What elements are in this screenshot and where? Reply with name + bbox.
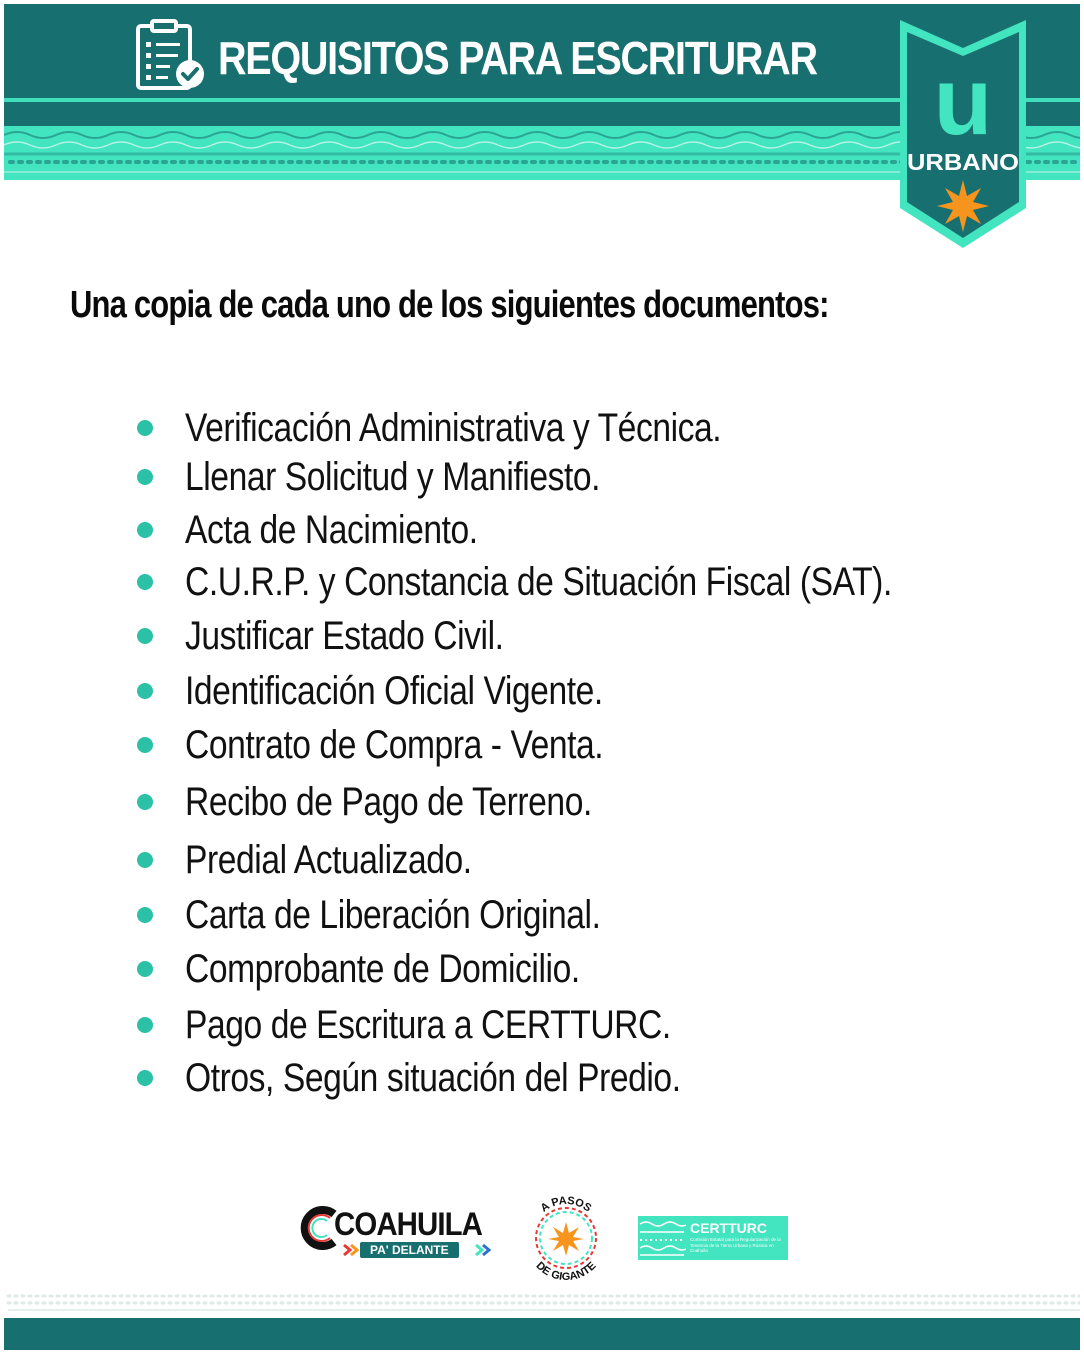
requirement-text: Comprobante de Domicilio. xyxy=(185,947,580,991)
pasos-bottom-text: DE GIGANTE xyxy=(533,1259,599,1280)
badge-label: URBANO xyxy=(907,149,1019,175)
requirement-text: Llenar Solicitud y Manifiesto. xyxy=(185,455,601,499)
bullet-icon xyxy=(137,794,153,810)
bullet-icon xyxy=(137,907,153,923)
certturc-name: CERTTURC xyxy=(690,1220,767,1236)
list-item xyxy=(130,612,1030,660)
list-item xyxy=(130,404,1030,452)
footer-bar xyxy=(4,1318,1080,1350)
list-item xyxy=(130,667,1030,715)
pasos-top-text: A PASOS xyxy=(538,1194,594,1215)
requirement-text: C.U.R.P. y Constancia de Situación Fiscal (SAT). xyxy=(185,560,892,604)
page-title: REQUISITOS PARA ESCRITURAR xyxy=(218,32,817,84)
certturc-description: Comisión Estatal para la Regularización de la Tenencia de la Tierra Urbana y Rústica en Coahuila xyxy=(690,1237,781,1253)
list-item xyxy=(130,453,1030,501)
bullet-icon xyxy=(137,852,153,868)
section-heading: Una copia de cada uno de los siguientes documentos: xyxy=(70,284,829,326)
certturc-pattern-icon xyxy=(638,1216,686,1260)
list-item xyxy=(130,891,1030,939)
clipboard-check-icon xyxy=(132,18,208,94)
requirement-text: Predial Actualizado. xyxy=(185,838,472,882)
requirement-text: Identificación Oficial Vigente. xyxy=(185,669,603,713)
bullet-icon xyxy=(137,469,153,485)
bullet-icon xyxy=(137,420,153,436)
bullet-icon xyxy=(137,1070,153,1086)
coahuila-c-icon xyxy=(298,1206,338,1250)
a-pasos-de-gigante-logo xyxy=(520,1194,612,1280)
list-item xyxy=(130,778,1030,826)
urbano-badge xyxy=(896,18,1030,250)
footer-dotted-pattern xyxy=(4,1290,1080,1314)
list-item xyxy=(130,1054,1030,1102)
certturc-logo xyxy=(638,1216,788,1260)
requirement-text: Justificar Estado Civil. xyxy=(185,614,504,658)
requirement-text: Carta de Liberación Original. xyxy=(185,893,601,937)
star-icon xyxy=(548,1222,584,1256)
list-item xyxy=(130,1001,1030,1049)
requirement-text: Pago de Escritura a CERTTURC. xyxy=(185,1003,671,1047)
requirement-text: Verificación Administrativa y Técnica. xyxy=(185,406,722,450)
list-item xyxy=(130,945,1030,993)
bullet-icon xyxy=(137,628,153,644)
requirement-text: Recibo de Pago de Terreno. xyxy=(185,780,592,824)
chevrons-right-icon xyxy=(474,1243,494,1257)
requirement-text: Contrato de Compra - Venta. xyxy=(185,723,604,767)
coahuila-logo xyxy=(298,1202,496,1262)
bullet-icon xyxy=(137,574,153,590)
badge-letter: u xyxy=(933,48,993,155)
list-item xyxy=(130,721,1030,769)
bullet-icon xyxy=(137,737,153,753)
list-item xyxy=(130,836,1030,884)
coahuila-tagline: PA' DELANTE xyxy=(360,1242,459,1258)
coahuila-wordmark: COAHUILA xyxy=(334,1206,483,1242)
bullet-icon xyxy=(137,522,153,538)
bullet-icon xyxy=(137,961,153,977)
bullet-icon xyxy=(137,683,153,699)
bullet-icon xyxy=(137,1017,153,1033)
list-item xyxy=(130,506,1030,554)
list-item xyxy=(130,558,1030,606)
requirement-text: Otros, Según situación del Predio. xyxy=(185,1056,681,1100)
requirement-text: Acta de Nacimiento. xyxy=(185,508,478,552)
